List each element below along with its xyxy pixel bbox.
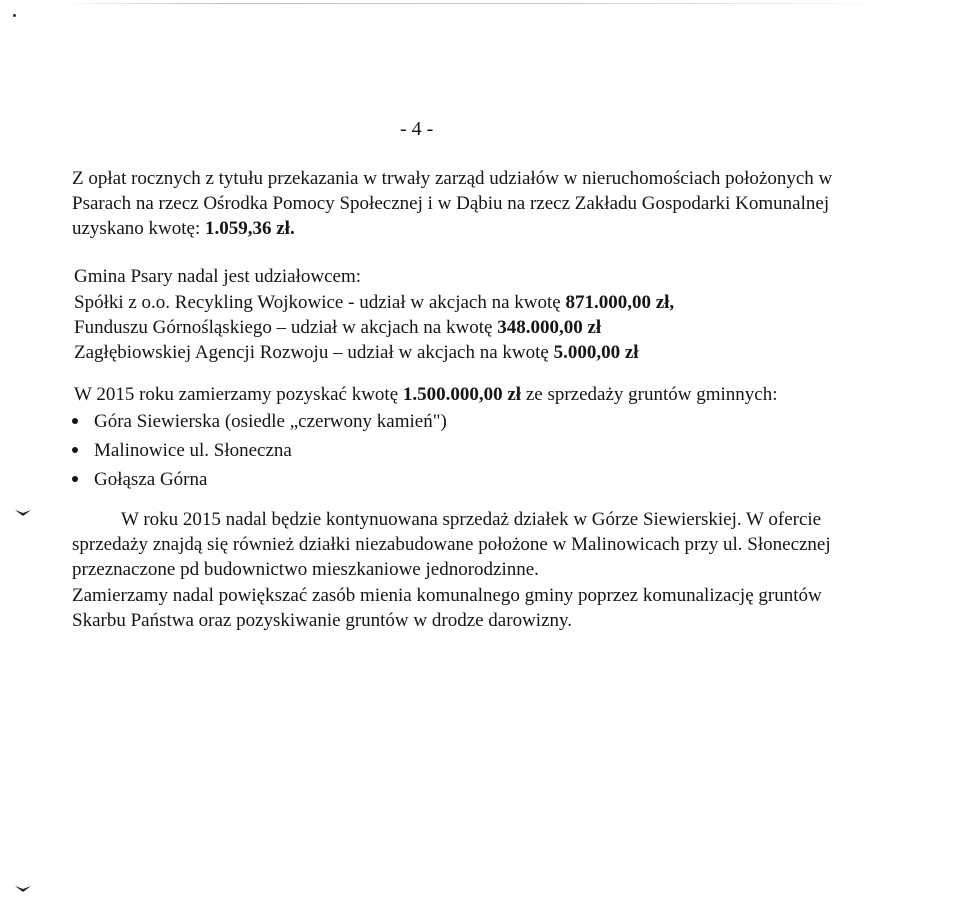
page-number: - 4 - (400, 118, 434, 140)
intro-amount: 1.059,36 zł. (204, 218, 295, 239)
shareholder-item-text: Funduszu Górnośląskiego – udział w akcjach na kwotę (74, 317, 498, 338)
closing-line-1: W roku 2015 nadal będzie kontynuowana sprzedaż działek w Górze Siewierskiej. W ofercie (121, 509, 822, 530)
list-item-label: Malinowice ul. Słoneczna (94, 440, 292, 461)
land-sale-list (72, 410, 447, 497)
list-item-label: Gołąsza Górna (94, 469, 208, 490)
shareholder-item-amount: 871.000,00 zł, (565, 292, 675, 313)
list-item (72, 439, 447, 468)
sales-amount: 1.500.000,00 zł (402, 384, 522, 405)
bullet-icon (72, 476, 78, 482)
binder-mark-icon (14, 884, 32, 894)
closing-line-5: Skarbu Państwa oraz pozyskiwanie gruntów w drodze darowizny. (72, 610, 573, 631)
shareholder-item-amount: 5.000,00 zł (553, 342, 639, 363)
sales-intro-suffix: ze sprzedaży gruntów gminnych: (521, 384, 778, 405)
intro-line-3 (72, 217, 295, 241)
sales-intro (74, 383, 778, 407)
intro-line-3-text: uzyskano kwotę: (72, 218, 205, 239)
bullet-icon (72, 418, 78, 424)
closing-line-2: sprzedaży znajdą się również działki niezabudowane położone w Malinowicach przy ul. Słonecznej (72, 534, 831, 555)
bullet-icon (72, 447, 78, 453)
shareholder-item (74, 316, 601, 340)
shareholder-heading: Gmina Psary nadal jest udziałowcem: (74, 266, 362, 287)
closing-line-3: przeznaczone pd budownictwo mieszkaniowe jednorodzinne. (72, 559, 539, 580)
shareholder-item-amount: 348.000,00 zł (497, 317, 602, 338)
closing-line-4: Zamierzamy nadal powiększać zasób mienia komunalnego gminy poprzez komunalizację gruntów (72, 585, 822, 606)
list-item-label: Góra Siewierska (osiedle „czerwony kamień") (94, 411, 447, 432)
shareholder-item-text: Spółki z o.o. Recykling Wojkowice - udział w akcjach na kwotę (74, 292, 566, 313)
intro-line-2: Psarach na rzecz Ośrodka Pomocy Społecznej i w Dąbiu na rzecz Zakładu Gospodarki Komunalnej (72, 193, 830, 214)
scan-speck (13, 14, 16, 17)
intro-line-1: Z opłat rocznych z tytułu przekazania w trwały zarząd udziałów w nieruchomościach położonych w (72, 168, 833, 189)
sales-intro-text: W 2015 roku zamierzamy pozyskać kwotę (74, 384, 403, 405)
scan-edge-line (60, 3, 900, 4)
shareholder-item (74, 341, 639, 365)
list-item (72, 410, 447, 439)
list-item (72, 468, 447, 497)
shareholder-item (74, 291, 674, 315)
shareholder-item-text: Zagłębiowskiej Agencji Rozwoju – udział w akcjach na kwotę (74, 342, 554, 363)
binder-mark-icon (14, 508, 32, 518)
